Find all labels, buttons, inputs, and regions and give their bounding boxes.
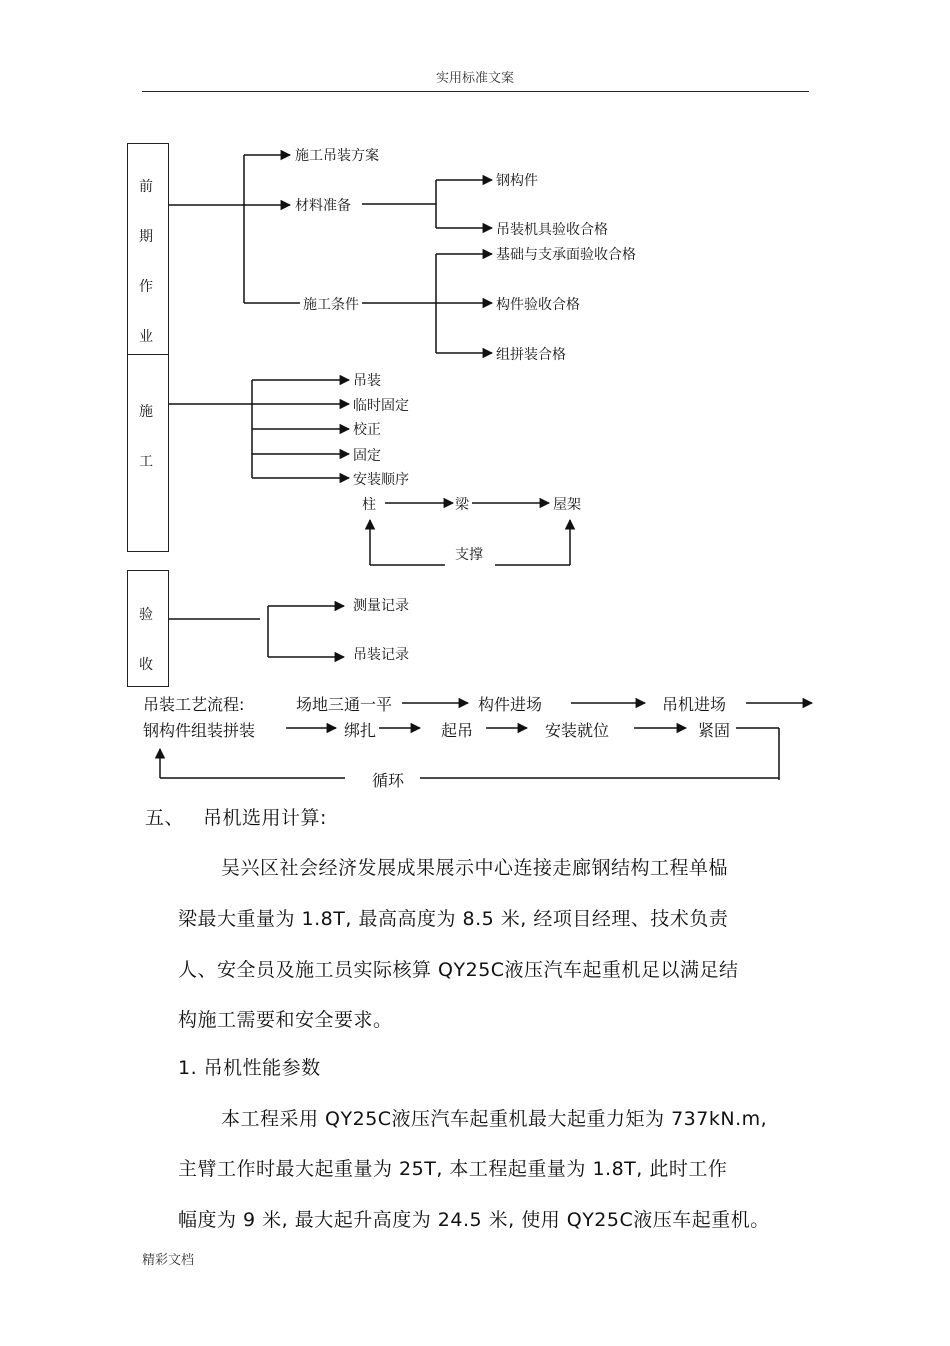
node-member-accepted: 构件验收合格 [496,297,580,313]
paragraph-line: 本工程采用 QY25C液压汽车起重机最大起重力矩为 737kN.m, [221,1108,768,1130]
process-step: 绑扎 [344,721,377,740]
subsection-title: 1. 吊机性能参数 [178,1057,321,1079]
phase-pre-char: 期 [139,229,153,245]
paragraph-line: 吴兴区社会经济发展成果展示中心连接走廊钢结构工程单榀 [221,857,729,879]
node-beam: 梁 [455,497,469,513]
node-survey-record: 测量记录 [353,598,409,614]
node-assembly-accepted: 组拼装合格 [496,347,566,363]
node-temporary-fix: 临时固定 [353,398,409,414]
node-lifting-record: 吊装记录 [353,647,409,663]
node-truss: 屋架 [553,497,581,513]
process-step: 构件进场 [478,695,543,714]
phase-pre-char: 作 [139,279,153,295]
process-step: 场地三通一平 [296,695,393,714]
phase-construction-char: 工 [139,454,153,470]
node-correction: 校正 [353,422,381,438]
phase-construction-char: 施 [139,404,153,420]
paragraph-line: 人、安全员及施工员实际核算 QY25C液压汽车起重机足以满足结 [178,959,739,981]
page-footer: 精彩文档 [142,1253,195,1268]
paragraph-line: 主臂工作时最大起重量为 25T, 本工程起重量为 1.8T, 此时工作 [178,1158,728,1180]
process-loop-label: 循环 [372,771,405,790]
node-construction-conditions: 施工条件 [303,297,359,313]
section-number: 五、 [145,807,185,829]
process-step: 钢构件组装拼装 [143,721,256,740]
node-lifting-tools-accepted: 吊装机具验收合格 [496,222,608,238]
paragraph-line: 幅度为 9 米, 最大起升高度为 24.5 米, 使用 QY25C液压车起重机。 [178,1209,770,1231]
process-step: 吊机进场 [662,695,727,714]
node-brace: 支撑 [455,547,483,563]
node-construction-plan: 施工吊装方案 [295,148,379,164]
process-step: 起吊 [441,721,474,740]
section-title: 吊机选用计算: [203,807,327,829]
node-lifting: 吊装 [353,373,381,389]
phase-pre-char: 前 [139,179,153,195]
paragraph-line: 构施工需要和安全要求。 [178,1009,393,1031]
phase-acceptance-char: 收 [139,657,153,673]
node-foundation-accepted: 基础与支承面验收合格 [496,247,636,263]
paragraph-line: 梁最大重量为 1.8T, 最高高度为 8.5 米, 经项目经理、技术负责 [178,908,729,930]
node-fixing: 固定 [353,448,381,464]
process-flow-label: 吊装工艺流程: [143,695,245,714]
process-step: 安装就位 [545,721,610,740]
node-column: 柱 [362,497,376,513]
phase-acceptance-char: 验 [139,607,153,623]
process-step: 紧固 [698,721,731,740]
node-steel-members: 钢构件 [496,173,538,189]
page-header: 实用标准文案 [435,71,514,86]
phase-pre-char: 业 [139,329,153,345]
node-install-order: 安装顺序 [353,472,409,488]
node-material-prep: 材料准备 [295,198,351,214]
